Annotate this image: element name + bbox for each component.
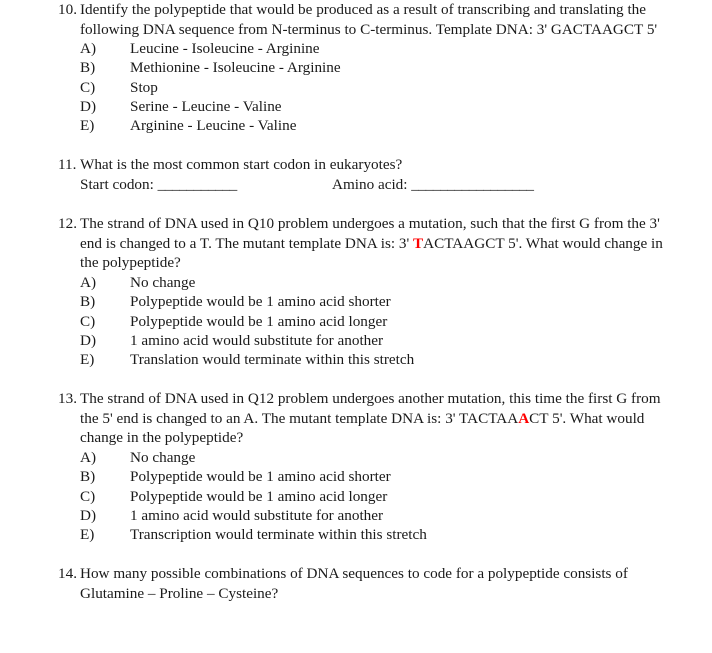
- amino-acid-blank[interactable]: _________________: [411, 175, 534, 193]
- option-12-b[interactable]: [80, 292, 664, 311]
- option-text: Polypeptide would be 1 amino acid longer: [130, 312, 388, 330]
- start-codon-blank[interactable]: ___________: [157, 175, 237, 193]
- option-10-a[interactable]: [80, 39, 664, 58]
- option-10-c[interactable]: [80, 78, 664, 97]
- start-codon-label: Start codon:: [80, 175, 154, 193]
- question-12-stem-part1: The strand of DNA used in Q10 problem undergoes a mutation, such that the first G from the 3' end is changed to a T. The mutant template DNA is: 3': [80, 215, 660, 252]
- option-text: 1 amino acid would substitute for another: [130, 331, 384, 349]
- question-14-number: 14.: [58, 565, 77, 583]
- option-text: Stop: [130, 78, 158, 96]
- option-text: Polypeptide would be 1 amino acid shorter: [130, 293, 391, 311]
- option-text: Polypeptide would be 1 amino acid longer: [130, 487, 388, 505]
- question-12-stem-part2: ACTAAGCT 5'. What would change in the polypeptide?: [80, 234, 663, 272]
- option-letter: D): [80, 331, 97, 349]
- option-letter: E): [80, 117, 95, 135]
- question-13-stem-part1: The strand of DNA used in Q12 problem undergoes another mutation, this time the first G from the 5' end is changed to an A. The mutant template DNA is: 3' TACTAA: [80, 390, 661, 427]
- option-text: Translation would terminate within this stretch: [130, 351, 415, 369]
- question-11-stem-row: [58, 155, 664, 175]
- question-12-stem-row: [58, 214, 664, 273]
- question-13-number: 13.: [58, 390, 77, 408]
- question-14-stem: How many possible combinations of DNA sequences to code for a polypeptide consists of Glutamine – Proline – Cysteine?: [80, 565, 628, 602]
- option-letter: C): [80, 78, 96, 96]
- option-text: Leucine - Isoleucine - Arginine: [130, 40, 320, 57]
- question-13-stem: [80, 389, 664, 448]
- spacer: [0, 135, 712, 155]
- question-13-stem-row: [58, 389, 664, 448]
- option-letter: D): [80, 506, 97, 524]
- option-text: Transcription would terminate within this stretch: [130, 526, 427, 544]
- question-13-stem-part2: CT 5'. What would change in the polypeptide?: [80, 409, 645, 447]
- option-letter: A): [80, 448, 97, 466]
- question-block-12: [0, 214, 712, 369]
- question-12-mutant-base: T: [413, 234, 424, 252]
- option-text: 1 amino acid would substitute for another: [130, 506, 384, 524]
- option-letter: B): [80, 293, 96, 311]
- option-letter: E): [80, 351, 95, 369]
- option-letter: C): [80, 487, 96, 505]
- option-letter: A): [80, 40, 97, 57]
- amino-acid-field[interactable]: [332, 175, 534, 195]
- option-letter: E): [80, 526, 95, 544]
- question-11-answer-row: [58, 175, 664, 195]
- option-12-c[interactable]: [80, 312, 664, 331]
- option-text: Serine - Leucine - Valine: [130, 97, 282, 115]
- option-text: Methionine - Isoleucine - Arginine: [130, 59, 341, 77]
- question-12-options: [58, 273, 664, 369]
- start-codon-field[interactable]: [80, 175, 332, 195]
- question-14-stem-row: [58, 564, 664, 603]
- option-13-a[interactable]: [80, 448, 664, 467]
- amino-acid-label: Amino acid:: [332, 175, 408, 193]
- option-10-b[interactable]: [80, 58, 664, 77]
- question-block-14: [0, 564, 712, 603]
- option-12-a[interactable]: [80, 273, 664, 292]
- option-letter: B): [80, 59, 96, 77]
- option-text: Polypeptide would be 1 amino acid shorter: [130, 468, 391, 486]
- question-12-number: 12.: [58, 215, 77, 233]
- option-13-c[interactable]: [80, 487, 664, 506]
- option-10-e[interactable]: [80, 116, 664, 135]
- option-letter: D): [80, 97, 97, 115]
- option-letter: A): [80, 273, 97, 291]
- option-10-d[interactable]: [80, 97, 664, 116]
- option-text: No change: [130, 273, 196, 291]
- question-10-number: 10.: [58, 1, 77, 18]
- spacer: [0, 544, 712, 564]
- question-10-stem: Identify the polypeptide that would be produced as a result of transcribing and translating the following DNA sequence from N-terminus to C-terminus. Template DNA: 3' GACTAAGCT 5': [80, 1, 658, 38]
- option-text: Arginine - Leucine - Valine: [130, 117, 297, 135]
- question-13-options: [58, 448, 664, 544]
- spacer: [0, 369, 712, 389]
- option-13-e[interactable]: [80, 525, 664, 544]
- question-block-10: [0, 0, 712, 135]
- option-letter: B): [80, 468, 96, 486]
- question-13-mutant-base: A: [518, 409, 530, 427]
- spacer: [0, 194, 712, 214]
- question-11-stem: What is the most common start codon in eukaryotes?: [80, 156, 403, 174]
- question-block-13: [0, 389, 712, 544]
- question-12-stem: [80, 214, 664, 273]
- question-block-11: [0, 155, 712, 194]
- question-10-stem-row: [58, 0, 664, 39]
- option-13-d[interactable]: [80, 506, 664, 525]
- option-12-d[interactable]: [80, 331, 664, 350]
- option-13-b[interactable]: [80, 467, 664, 486]
- option-text: No change: [130, 448, 196, 466]
- option-letter: C): [80, 312, 96, 330]
- question-11-number: 11.: [58, 156, 77, 174]
- question-10-options: [58, 39, 664, 135]
- option-12-e[interactable]: [80, 350, 664, 369]
